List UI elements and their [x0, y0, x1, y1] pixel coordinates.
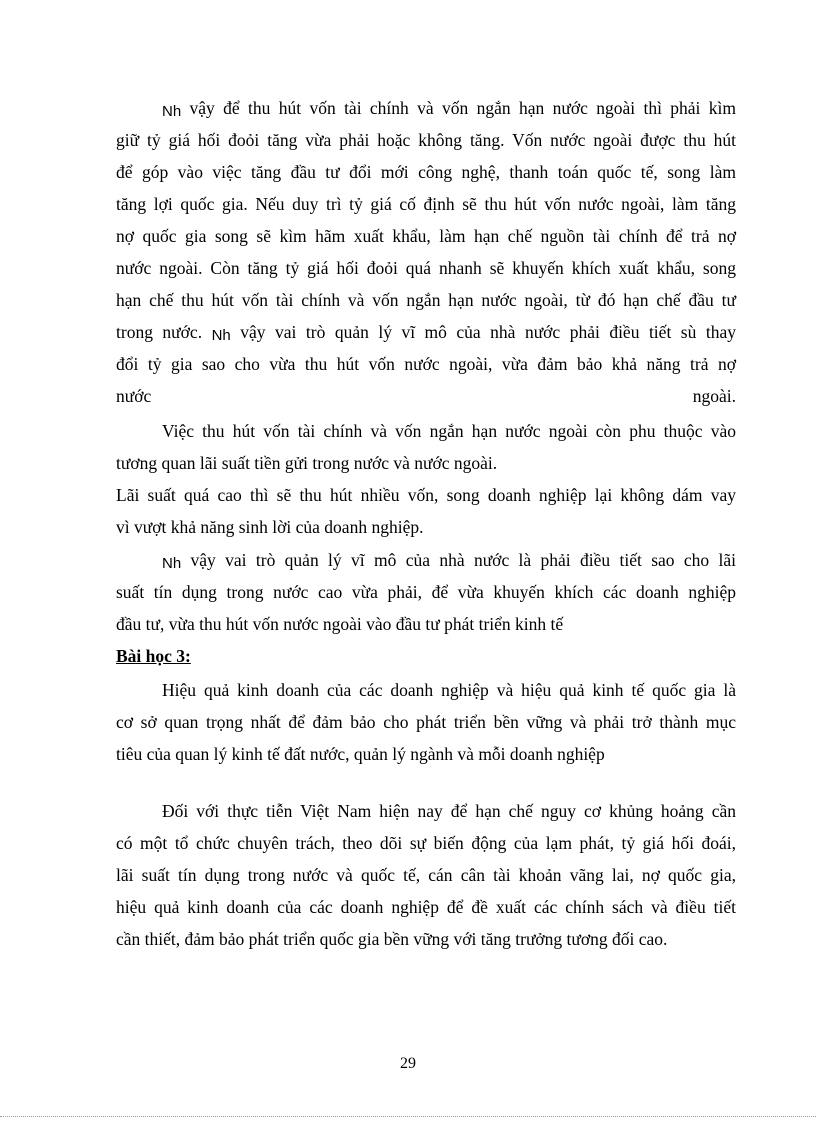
paragraph-line: cần thiết, đảm bảo phát triển quốc gia bền vững với tăng trưởng tương đối cao. — [116, 929, 668, 949]
paragraph-line: Hiệu quả kinh doanh của các doanh nghiệp và hiệu quả kinh tế quốc gia là — [162, 680, 736, 700]
nh-fragment: Nh — [211, 327, 231, 344]
paragraph-line: Việc thu hút vốn tài chính và vốn ngắn hạn nước ngoài còn phu thuộc vào — [162, 421, 736, 441]
section-heading: Bài học 3: — [116, 646, 191, 666]
paragraph-line: hiệu quả kinh doanh của các doanh nghiệp để đề xuất các chính sách và điều tiết — [116, 897, 736, 917]
paragraph-line: Nh vậy vai trò quản lý vĩ mô của nhà nước là phải điều tiết sao cho lãi — [162, 550, 736, 572]
paragraph-line: Lãi suất quá cao thì sẽ thu hút nhiều vốn, song doanh nghiệp lại không dám vay — [116, 485, 736, 505]
paragraph-line: tiêu của quan lý kinh tế đất nước, quản lý ngành và mỗi doanh nghiệp — [116, 744, 605, 764]
footer-divider — [0, 1116, 816, 1117]
nh-fragment: Nh — [162, 103, 182, 120]
paragraph-line: nợ quốc gia song sẽ kìm hãm xuất khẩu, làm hạn chế nguồn tài chính để trả nợ — [116, 226, 736, 246]
paragraph-line: hạn chế thu hút vốn tài chính và vốn ngắn hạn nước ngoài, từ đó hạn chế đầu tư — [116, 290, 736, 310]
paragraph-line: có một tổ chức chuyên trách, theo dõi sự biến động của lạm phát, tỷ giá hối đoái, — [116, 833, 736, 853]
paragraph-line: nước ngoài. — [116, 386, 736, 406]
page-number: 29 — [400, 1055, 416, 1072]
paragraph-line: lãi suất tín dụng trong nước và quốc tế, cán cân tài khoản vãng lai, nợ quốc gia, — [116, 865, 736, 885]
nh-fragment: Nh — [162, 555, 182, 572]
paragraph-line: cơ sở quan trọng nhất để đảm bảo cho phát triển bền vững và phải trở thành mục — [116, 712, 736, 732]
paragraph-line: Nh vậy để thu hút vốn tài chính và vốn ngắn hạn nước ngoài thì phải kìm — [162, 98, 736, 120]
paragraph-line: Đối với thực tiễn Việt Nam hiện nay để hạn chế nguy cơ khủng hoảng cần — [162, 801, 736, 821]
paragraph-line: đổi tỷ gia sao cho vừa thu hút vốn nước ngoài, vừa đảm bảo khả năng trả nợ — [116, 354, 736, 374]
paragraph-line: trong nước. Nh vậy vai trò quản lý vĩ mô của nhà nước phải điều tiết sù thay — [116, 322, 736, 344]
paragraph-line: suất tín dụng trong nước cao vừa phải, để vừa khuyến khích các doanh nghiệp — [116, 582, 736, 602]
paragraph-line: để góp vào việc tăng đầu tư đổi mới công nghệ, thanh toán quốc tế, song làm — [116, 162, 736, 182]
paragraph-line: giữ tỷ giá hối đoỏi tăng vừa phải hoặc không tăng. Vốn nước ngoài được thu hút — [116, 130, 736, 150]
paragraph-line: vì vượt khả năng sinh lời của doanh nghiệp. — [116, 517, 424, 537]
paragraph-line: đầu tư, vừa thu hút vốn nước ngoài vào đầu tư phát triển kinh tế — [116, 614, 564, 634]
paragraph-line: tăng lợi quốc gia. Nếu duy trì tỷ giá cố định sẽ thu hút vốn nước ngoài, làm tăng — [116, 194, 736, 214]
paragraph-line: tương quan lãi suất tiền gửi trong nước và nước ngoài. — [116, 453, 498, 473]
paragraph-line: nước ngoài. Còn tăng tỷ giá hối đoỏi quá nhanh sẽ khuyến khích xuất khẩu, song — [116, 258, 736, 278]
